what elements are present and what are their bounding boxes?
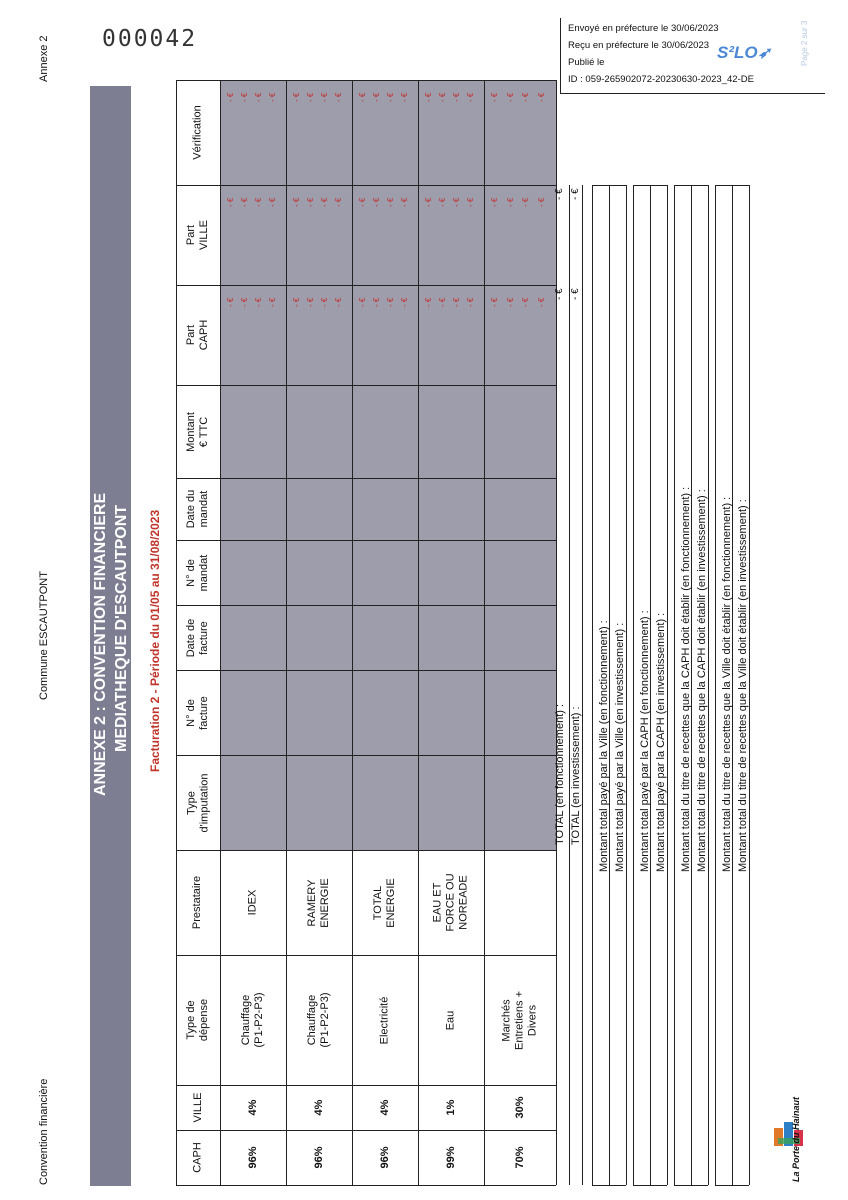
table-cell (352, 1130, 418, 1185)
column-header (176, 955, 220, 1085)
summary-titre-caph-invest: Montant total du titre de recettes que la CAPH doit établir (en investissement) : (696, 489, 708, 872)
column-header (176, 670, 220, 755)
table-cell (220, 1085, 286, 1130)
table-cell-text: Eau (444, 1010, 457, 1030)
column-header (176, 478, 220, 540)
euro-value: - € (505, 297, 515, 307)
euro-value: - € (400, 197, 409, 207)
euro-value: - € (490, 297, 499, 307)
column-header (176, 540, 220, 605)
summary-box-bottom (633, 1185, 667, 1186)
column-header-label: Vérification (191, 105, 204, 160)
summary-box-bottom (592, 1185, 626, 1186)
euro-value: - € (292, 92, 301, 102)
grid-col-line (176, 478, 556, 479)
column-header (176, 285, 220, 385)
euro-value: - € (268, 197, 277, 207)
table-cell-text: Marchés Entretiens + Divers (500, 990, 539, 1050)
euro-value: - € (400, 92, 409, 102)
grid-col-line (176, 80, 556, 81)
summary-titre-ville-invest: Montant total du titre de recettes que la Ville doit établir (en investissement) : (737, 499, 749, 872)
table-cell (418, 955, 484, 1085)
column-header (176, 1085, 220, 1130)
margin-annexe: Annexe 2 (38, 35, 50, 82)
grid-row-line (556, 80, 557, 1185)
total-invest-value: - € (570, 288, 581, 300)
table-cell (220, 1130, 286, 1185)
table-cell (484, 955, 556, 1085)
table-cell-text: 96% (378, 1146, 391, 1169)
table-cell-text: Chauffage (P1-P2-P3) (240, 992, 265, 1048)
summary-box-bottom (674, 1185, 708, 1186)
shaded-entry-area (220, 80, 556, 850)
euro-value: - € (452, 297, 461, 307)
column-header-label: N° de mandat (185, 554, 210, 591)
grid-col-line (176, 185, 556, 186)
grid-col-line (176, 285, 556, 286)
table-cell-text: TOTAL ENERGIE (372, 877, 397, 928)
table-cell (352, 955, 418, 1085)
column-header (176, 385, 220, 478)
euro-value: - € (226, 92, 235, 102)
total-invest-ville: - € (570, 188, 581, 200)
column-header-label: Part VILLE (185, 220, 210, 250)
table-cell (286, 955, 352, 1085)
total-fonct-value: - € (554, 288, 565, 300)
column-header (176, 755, 220, 850)
summary-box-right (749, 185, 750, 1185)
euro-value: - € (521, 297, 530, 307)
table-cell (352, 1085, 418, 1130)
euro-value: - € (438, 92, 447, 102)
table-cell (286, 850, 352, 955)
stamp-id: ID : 059-265902072-20230630-2023_42-DE (568, 74, 754, 85)
stamp-publie: Publié le (568, 57, 605, 68)
euro-value: - € (358, 297, 367, 307)
euro-value: - € (505, 197, 515, 207)
summary-box-top (592, 185, 626, 186)
stamp-recu: Reçu en préfecture le 30/06/2023 (568, 40, 710, 51)
column-header-label: Type de dépense (185, 998, 210, 1042)
summary-box-top (715, 185, 749, 186)
euro-value: - € (226, 297, 235, 307)
euro-value: - € (372, 197, 381, 207)
column-header-label: CAPH (191, 1142, 204, 1173)
euro-value: - € (254, 197, 263, 207)
euro-value: - € (490, 197, 499, 207)
euro-value: - € (320, 92, 329, 102)
euro-value: - € (292, 197, 301, 207)
euro-value: - € (466, 92, 475, 102)
margin-commune: Commune ESCAUTPONT (38, 571, 50, 700)
column-header-label: N° de facture (185, 695, 210, 730)
euro-value: - € (268, 297, 277, 307)
euro-value: - € (424, 197, 433, 207)
euro-value: - € (466, 197, 475, 207)
table-cell-text: 70% (513, 1146, 526, 1169)
total-fonct-label: TOTAL (en fonctionnement) : (554, 703, 566, 845)
euro-value: - € (424, 297, 433, 307)
summary-box-left (633, 185, 634, 1185)
euro-value: - € (466, 297, 475, 307)
euro-value: - € (254, 92, 263, 102)
summary-caph-fonct: Montant total payé par la CAPH (en fonctionnement) : (639, 610, 651, 872)
grid-col-line (176, 1185, 556, 1186)
euro-value: - € (358, 197, 367, 207)
euro-value: - € (358, 92, 367, 102)
summary-box-left (592, 185, 593, 1185)
table-cell-text: 96% (312, 1146, 325, 1169)
column-header (176, 850, 220, 955)
summary-box-right (708, 185, 709, 1185)
table-cell-text: 96% (246, 1146, 259, 1169)
column-header (176, 185, 220, 285)
s2low-logo-text: S²LO (717, 43, 758, 62)
prefecture-stamp (560, 18, 825, 94)
table-cell (286, 1130, 352, 1185)
grid-col-line (176, 755, 556, 756)
total-fonct-ville: - € (554, 188, 565, 200)
euro-value: - € (240, 197, 249, 207)
euro-value: - € (268, 92, 277, 102)
euro-value: - € (334, 92, 343, 102)
euro-value: - € (452, 92, 461, 102)
doc-title-line2: MEDIATHEQUE D'ESCAUTPONT (113, 504, 130, 752)
table-cell (484, 1130, 556, 1185)
stamp-envoye: Envoyé en préfecture le 30/06/2023 (568, 23, 719, 34)
summary-caph-invest: Montant total payé par la CAPH (en investissement) : (655, 612, 667, 872)
euro-value: - € (536, 197, 546, 207)
table-cell (220, 850, 286, 955)
table-cell-text: Electricité (378, 996, 391, 1044)
summary-titre-caph-fonct: Montant total du titre de recettes que la CAPH doit établir (en fonctionnement) : (680, 486, 692, 872)
total-invest-label: TOTAL (en investissement) : (570, 706, 582, 845)
euro-value: - € (306, 297, 315, 307)
euro-value: - € (292, 297, 301, 307)
euro-value: - € (438, 197, 447, 207)
table-cell-text: 1% (444, 1099, 457, 1116)
euro-value: - € (254, 297, 263, 307)
euro-value: - € (320, 297, 329, 307)
euro-value: - € (536, 92, 546, 102)
table-cell-text: 4% (312, 1099, 325, 1116)
summary-box-top (633, 185, 667, 186)
euro-value: - € (452, 197, 461, 207)
summary-box-right (667, 185, 668, 1185)
table-cell (352, 850, 418, 955)
column-header (176, 605, 220, 670)
euro-value: - € (386, 197, 395, 207)
summary-box-bottom (715, 1185, 749, 1186)
stamp-page: Page 2 sur 3 (800, 20, 809, 66)
grid-col-line (176, 540, 556, 541)
column-header-label: Date du mandat (185, 489, 210, 529)
table-cell-text: 99% (444, 1146, 457, 1169)
grid-col-line (176, 385, 556, 386)
euro-value: - € (306, 92, 315, 102)
euro-value: - € (521, 197, 530, 207)
grid-col-line (176, 670, 556, 671)
euro-value: - € (505, 92, 515, 102)
euro-value: - € (490, 92, 499, 102)
column-header-label: VILLE (191, 1092, 204, 1123)
euro-value: - € (536, 297, 546, 307)
period-label: Facturation 2 - Période du 01/05 au 31/08/2023 (148, 509, 162, 772)
column-header-label: Part CAPH (185, 319, 210, 351)
table-cell (418, 1130, 484, 1185)
table-cell (484, 1085, 556, 1130)
logo-text: La Porte du Hainaut (791, 1096, 801, 1182)
table-cell (286, 1085, 352, 1130)
column-header-label: Type d'imputation (185, 773, 210, 832)
summary-box-top (674, 185, 708, 186)
column-header (176, 1130, 220, 1185)
summary-ville-invest: Montant total payé par la Ville (en investissement) : (614, 622, 626, 872)
euro-value: - € (386, 92, 395, 102)
totals-box (582, 185, 583, 1185)
table-cell-text: 4% (378, 1099, 391, 1116)
stamp-number: 000042 (102, 26, 198, 52)
margin-convention: Convention financière (38, 1078, 50, 1185)
doc-title-line1: ANNEXE 2 : CONVENTION FINANCIERE (92, 492, 109, 796)
euro-value: - € (320, 197, 329, 207)
euro-value: - € (521, 92, 530, 102)
summary-titre-ville-fonct: Montant total du titre de recettes que la Ville doit établir (en fonctionnement) : (721, 496, 733, 872)
table-cell-text: 4% (246, 1099, 259, 1116)
totals-box-mid (569, 185, 570, 1185)
summary-box-left (674, 185, 675, 1185)
table-cell (220, 955, 286, 1085)
table-cell (418, 1085, 484, 1130)
summary-box-right (626, 185, 627, 1185)
s2low-logo (717, 43, 771, 63)
column-header-label: Montant € TTC (185, 411, 210, 452)
column-header-label: Prestataire (191, 875, 204, 930)
arrow-icon: ➶ (757, 45, 772, 62)
column-header-label: Date de facture (185, 618, 210, 657)
table-cell-text: RAMERY ENERGIE (306, 877, 331, 928)
column-header (176, 80, 220, 185)
table-cell-text: EAU ET FORCE OU NOREADE (431, 873, 470, 932)
euro-value: - € (372, 92, 381, 102)
summary-box-left (715, 185, 716, 1185)
table-cell (418, 850, 484, 955)
euro-value: - € (306, 197, 315, 207)
euro-value: - € (334, 297, 343, 307)
summary-ville-fonct: Montant total payé par la Ville (en fonctionnement) : (598, 620, 610, 872)
euro-value: - € (372, 297, 381, 307)
euro-value: - € (386, 297, 395, 307)
euro-value: - € (240, 92, 249, 102)
euro-value: - € (226, 197, 235, 207)
euro-value: - € (400, 297, 409, 307)
table-cell-text: IDEX (246, 889, 259, 916)
euro-value: - € (424, 92, 433, 102)
table-cell-text: 30% (513, 1096, 526, 1119)
table-cell-text: Chauffage (P1-P2-P3) (306, 992, 331, 1048)
table-cell (484, 850, 556, 955)
euro-value: - € (438, 297, 447, 307)
grid-col-line (176, 605, 556, 606)
euro-value: - € (334, 197, 343, 207)
euro-value: - € (240, 297, 249, 307)
